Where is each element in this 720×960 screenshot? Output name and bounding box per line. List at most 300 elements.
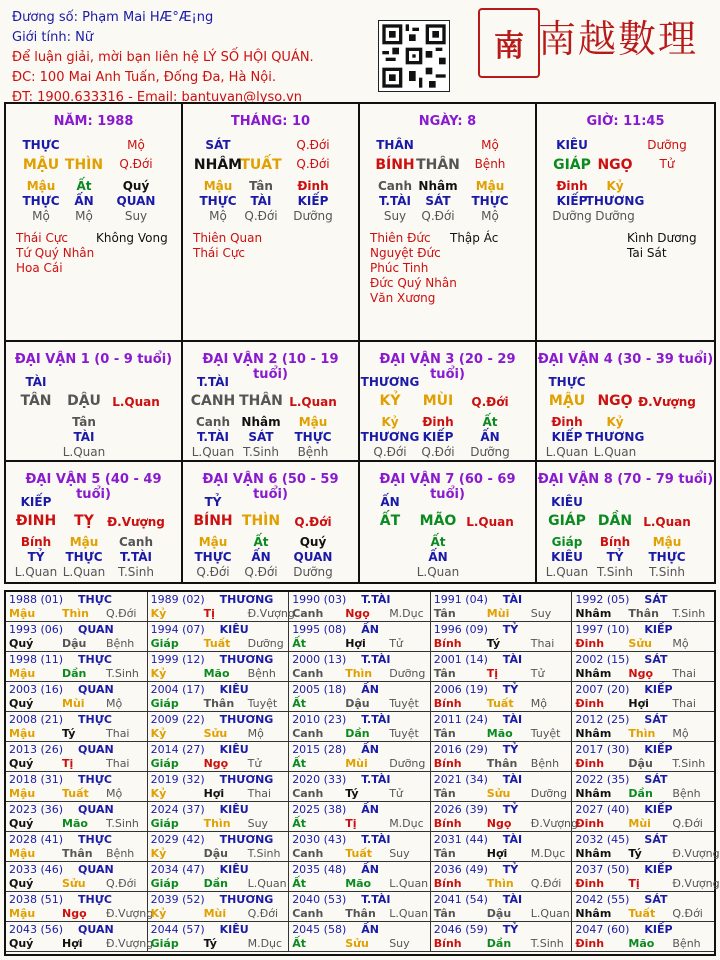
year-branch: Tuất: [486, 697, 514, 710]
year-stem: Quý: [9, 877, 34, 890]
pillar-star: Văn Xương: [370, 291, 436, 305]
year-branch: Mão: [62, 817, 88, 830]
decade-hidden-stem: Đinh: [422, 415, 454, 429]
year-stage: Thai: [106, 727, 130, 740]
pillar-hidden-stage: Mộ: [32, 209, 50, 223]
pillar-star: Đức Quý Nhân: [370, 276, 457, 290]
year-cell[interactable]: [431, 742, 573, 772]
year-stem: Bính: [433, 937, 462, 950]
decade-hidden-stage: T.Sinh: [118, 565, 154, 579]
year-cell[interactable]: [431, 892, 573, 922]
pillar-stage: Dưỡng: [647, 138, 687, 152]
year-god: KIẾP: [644, 743, 673, 756]
name-value: Phạm Mai HÆ°Æ¡ng: [82, 10, 214, 25]
pillar-title: NGÀY: 8: [418, 114, 477, 129]
pillar-hidden-stage: Q.Đới: [421, 209, 455, 223]
year-label: 2020 (33): [292, 773, 347, 786]
year-stage: Bệnh: [672, 787, 701, 800]
contact-line: Để luận giải, mời bạn liên hệ LÝ SỐ HỘI QUÁN.: [12, 50, 314, 65]
year-stem: Mậu: [9, 787, 36, 800]
year-stage: Dưỡng: [389, 757, 426, 770]
year-stage: T.Sinh: [672, 757, 706, 770]
year-cell[interactable]: [289, 802, 431, 832]
decade-hidden-stage: L.Quan: [14, 565, 58, 579]
decade-hidden-god: TÀI: [73, 430, 95, 444]
pillar-star: Thiên Quan: [193, 231, 263, 245]
year-cell[interactable]: [6, 862, 148, 892]
year-stage: Bệnh: [672, 937, 701, 950]
decade-stem: ẤT: [379, 513, 401, 529]
year-stage: T.Sinh: [247, 847, 281, 860]
phone-email-line: ĐT: 1900.633316 - Email: bantuvan@lyso.vn: [12, 90, 303, 105]
year-cell[interactable]: [6, 832, 148, 862]
year-stage: Mộ: [672, 637, 689, 650]
year-stage: Tuyệt: [389, 727, 419, 740]
year-god: KIÊU: [219, 623, 249, 636]
year-label: 2002 (15): [575, 653, 630, 666]
decade-hidden-stem: Bính: [599, 535, 631, 549]
year-cell[interactable]: [148, 922, 290, 952]
year-branch: Thân: [628, 607, 659, 620]
year-stem: Giáp: [150, 697, 179, 710]
decade-branch: MÃO: [419, 513, 457, 529]
years-grid: [4, 590, 720, 956]
year-label: 1994 (07): [150, 623, 205, 636]
year-label: 2009 (22): [150, 713, 205, 726]
year-cell[interactable]: [289, 922, 431, 952]
year-branch: Mão: [486, 727, 513, 740]
decade-stem-god: TÀI: [25, 375, 47, 389]
year-stem: Tân: [433, 607, 456, 620]
year-stage: Q.Đới: [247, 907, 279, 920]
decade-cell: [537, 462, 714, 582]
decade-title: ĐẠI VẬN 7 (60 - 69 tuổi): [379, 472, 516, 502]
year-stage: Tử: [247, 757, 262, 770]
decade-hidden-stage: L.Quan: [191, 445, 235, 459]
year-cell[interactable]: [572, 652, 714, 682]
pillar-hidden-stage: Dưỡng: [595, 209, 635, 223]
year-cell[interactable]: [6, 682, 148, 712]
decade-title: ĐẠI VẬN 3 (20 - 29 tuổi): [379, 352, 516, 382]
year-cell[interactable]: [572, 682, 714, 712]
year-god: TÀI: [502, 893, 523, 906]
decade-hidden-stage: L.Quan: [545, 445, 589, 459]
gender-value: Nữ: [75, 30, 94, 45]
year-stage: Bệnh: [106, 847, 135, 860]
pillars-grid: [4, 102, 716, 584]
pillar-star-bad: Không Vong: [96, 231, 168, 245]
year-stem: Tân: [433, 727, 456, 740]
year-stem: Ất: [292, 877, 306, 890]
decade-stem-god: T.TÀI: [197, 375, 229, 389]
year-stem: Đinh: [575, 817, 605, 830]
year-cell[interactable]: [6, 712, 148, 742]
decade-hidden-god: THƯƠNG: [585, 430, 645, 444]
year-god: KIẾP: [644, 623, 673, 636]
year-branch: Tị: [203, 607, 215, 620]
year-label: 2003 (16): [9, 683, 64, 696]
pillar-stem: GIÁP: [553, 157, 591, 173]
pillar-star: Thái Cực: [16, 231, 69, 245]
year-cell[interactable]: [148, 682, 290, 712]
decade-stage: L.Quan: [466, 515, 514, 529]
decade-hidden-stage: T.Sinh: [597, 565, 633, 579]
year-branch: Thân: [345, 907, 376, 920]
year-cell[interactable]: [431, 622, 573, 652]
year-stage: Mộ: [672, 727, 689, 740]
year-stem: Kỷ: [150, 667, 167, 680]
year-stem: Đinh: [575, 697, 605, 710]
decade-hidden-stage: Bệnh: [297, 445, 329, 459]
year-branch: Sửu: [203, 727, 228, 740]
year-branch: Hợi: [62, 937, 83, 950]
year-branch: Thìn: [62, 607, 89, 620]
year-branch: Hợi: [486, 847, 508, 860]
year-branch: Tuất: [62, 787, 89, 800]
year-stage: T.Sinh: [106, 667, 139, 680]
year-cell[interactable]: [148, 592, 295, 622]
decade-stem-god: KIÊU: [551, 495, 583, 509]
year-cell[interactable]: [572, 802, 714, 832]
year-label: 2008 (21): [9, 713, 64, 726]
year-cell[interactable]: [289, 622, 431, 652]
pillar-stem-god: THỰC: [22, 138, 60, 152]
year-cell[interactable]: [6, 742, 148, 772]
year-cell[interactable]: [289, 712, 431, 742]
year-cell[interactable]: [148, 712, 290, 742]
year-branch: Ngọ: [62, 907, 87, 920]
year-stage: Bệnh: [247, 667, 276, 680]
year-god: SÁT: [644, 653, 668, 666]
year-stem: Ất: [292, 817, 306, 830]
year-branch: Tị: [486, 667, 499, 680]
year-cell[interactable]: [431, 802, 578, 832]
decade-hidden-stem: Quý: [299, 535, 327, 549]
pillar-hidden-stem: Đinh: [297, 179, 329, 193]
year-cell[interactable]: [431, 832, 573, 862]
year-branch: Tý: [486, 637, 501, 650]
year-cell[interactable]: [148, 832, 290, 862]
year-branch: Hợi: [203, 787, 225, 800]
year-label: 2023 (36): [9, 803, 64, 816]
pillar-hidden-stem: Mậu: [203, 179, 233, 193]
year-cell[interactable]: [148, 622, 290, 652]
year-stage: Dưỡng: [530, 787, 567, 800]
pillar-star-bad: Thập Ác: [450, 231, 499, 245]
year-cell[interactable]: [148, 742, 290, 772]
year-cell[interactable]: [431, 772, 573, 802]
year-label: 2034 (47): [150, 863, 205, 876]
year-stage: Đ.Vượng: [106, 937, 154, 950]
year-label: 2040 (53): [292, 893, 347, 906]
year-cell[interactable]: [6, 922, 154, 952]
year-stem: Giáp: [150, 937, 179, 950]
decade-hidden-stage: L.Quan: [545, 565, 589, 579]
year-cell[interactable]: [289, 652, 431, 682]
year-label: 2041 (54): [433, 893, 488, 906]
pillar-star: Nguyệt Đức: [370, 246, 441, 260]
decade-title: ĐẠI VẬN 6 (50 - 59 tuổi): [202, 472, 339, 502]
pillar-hidden-stem: Tân: [249, 179, 273, 193]
year-cell[interactable]: [148, 652, 290, 682]
year-label: 2004 (17): [150, 683, 205, 696]
year-stem: Ất: [292, 757, 306, 770]
decade-hidden-stem: Tân: [72, 415, 96, 429]
year-branch: Sửu: [62, 877, 86, 890]
decade-hidden-god: QUAN: [293, 550, 333, 564]
year-cell[interactable]: [572, 862, 720, 892]
decade-hidden-stem: Ất: [253, 535, 269, 549]
pillar-star: Thái Cực: [193, 246, 246, 260]
year-cell[interactable]: [6, 892, 154, 922]
year-god: ẤN: [361, 803, 379, 816]
year-god: QUAN: [78, 683, 114, 696]
pillar-hidden-god: TÀI: [250, 194, 272, 208]
pillar-star: Thiên Đức: [370, 231, 431, 245]
year-cell[interactable]: [148, 802, 290, 832]
year-stage: Đ.Vượng: [247, 607, 295, 620]
year-god: ẤN: [361, 623, 379, 636]
year-stage: Thai: [106, 757, 130, 770]
decade-hidden-god: THỰC: [194, 550, 232, 564]
qr-code-icon[interactable]: [378, 20, 450, 92]
year-stage: Thai: [530, 637, 555, 650]
pillar-hidden-stage: Suy: [124, 209, 148, 223]
year-stem: Kỷ: [150, 907, 167, 920]
year-label: 2011 (24): [433, 713, 488, 726]
year-label: 1991 (04): [433, 593, 488, 606]
year-branch: Mùi: [486, 607, 510, 620]
year-god: KIÊU: [219, 803, 249, 816]
year-stem: Nhâm: [575, 847, 612, 860]
pillar-star: Tứ Quý Nhân: [16, 246, 95, 260]
year-cell[interactable]: [289, 592, 431, 622]
year-stem: Nhâm: [575, 727, 612, 740]
pillar-hidden-god: THỰC: [199, 194, 237, 208]
decade-hidden-god: THƯƠNG: [360, 430, 420, 444]
year-stage: Tử: [389, 637, 403, 650]
year-cell[interactable]: [6, 772, 148, 802]
decade-stem-god: TỶ: [204, 495, 222, 509]
decade-hidden-god: TỶ: [27, 550, 45, 564]
year-label: 2032 (45): [575, 833, 630, 846]
year-label: 2026 (39): [433, 803, 488, 816]
year-stem: Tân: [433, 907, 456, 920]
year-cell[interactable]: [431, 652, 573, 682]
year-cell[interactable]: [289, 682, 431, 712]
year-cell[interactable]: [289, 742, 431, 772]
year-stem: Canh: [292, 847, 324, 860]
year-god: TÀI: [502, 593, 523, 606]
year-stage: Tử: [530, 667, 545, 680]
year-god: KIÊU: [219, 923, 249, 936]
year-cell[interactable]: [6, 652, 148, 682]
year-stage: L.Quan: [389, 907, 429, 920]
year-label: 2007 (20): [575, 683, 630, 696]
year-stage: T.Sinh: [530, 937, 564, 950]
year-stage: Thai: [672, 697, 696, 710]
year-branch: Tý: [345, 787, 359, 800]
year-label: 2000 (13): [292, 653, 347, 666]
year-stem: Quý: [9, 637, 34, 650]
year-label: 2037 (50): [575, 863, 630, 876]
year-cell[interactable]: [572, 712, 714, 742]
decade-branch: DẬU: [67, 393, 101, 409]
year-cell[interactable]: [6, 622, 148, 652]
decade-cell: [360, 462, 537, 582]
decade-title: ĐẠI VẬN 1 (0 - 9 tuổi): [14, 352, 173, 367]
year-god: THỰC: [78, 893, 112, 906]
pillar-branch: THÌN: [64, 157, 104, 173]
decade-hidden-god: ẤN: [428, 550, 448, 564]
year-cell[interactable]: [431, 592, 573, 622]
year-cell[interactable]: [148, 772, 290, 802]
year-stage: Suy: [389, 937, 410, 950]
gender-label: Giới tính:: [12, 30, 71, 45]
year-god: TỶ: [502, 683, 519, 696]
year-god: TỶ: [502, 863, 519, 876]
year-god: TỶ: [502, 923, 519, 936]
year-god: KIẾP: [644, 923, 673, 936]
year-branch: Ngọ: [203, 757, 229, 770]
year-cell[interactable]: [572, 742, 714, 772]
year-branch: Dần: [62, 667, 87, 680]
year-cell[interactable]: [572, 592, 714, 622]
year-god: TÀI: [502, 773, 523, 786]
decade-stage: Q.Đới: [471, 395, 509, 409]
year-cell[interactable]: [431, 682, 573, 712]
year-cell[interactable]: [431, 712, 573, 742]
decade-hidden-stem: Canh: [196, 415, 230, 429]
decade-title: ĐẠI VẬN 8 (70 - 79 tuổi): [537, 472, 714, 487]
pillar-stem: BÍNH: [375, 157, 415, 173]
decade-hidden-god: TỶ: [606, 550, 624, 564]
year-cell[interactable]: [572, 922, 714, 952]
decade-hidden-stem: Mậu: [69, 535, 99, 549]
decade-hidden-stem: Canh: [119, 535, 153, 549]
decade-stem: CANH: [190, 393, 236, 409]
year-cell[interactable]: [431, 862, 573, 892]
year-cell[interactable]: [289, 832, 431, 862]
year-god: T.TÀI: [361, 713, 391, 726]
year-stem: Canh: [292, 667, 324, 680]
pillar-hidden-god: THỰC: [471, 194, 509, 208]
year-god: T.TÀI: [361, 773, 391, 786]
year-cell[interactable]: [148, 892, 290, 922]
decade-cell: [6, 462, 183, 582]
decade-hidden-stage: Q.Đới: [196, 565, 230, 579]
year-god: QUAN: [78, 863, 114, 876]
pillar-branch: TUẤT: [240, 157, 282, 173]
year-label: 2035 (48): [292, 863, 347, 876]
decade-hidden-stage: T.Sinh: [243, 445, 279, 459]
year-god: TỶ: [502, 803, 519, 816]
pillar-hidden-stage: Mộ: [75, 209, 93, 223]
year-stem: Bính: [433, 817, 462, 830]
year-cell[interactable]: [572, 622, 714, 652]
decade-stage: Q.Đới: [294, 515, 332, 529]
year-label: 2013 (26): [9, 743, 64, 756]
year-god: TÀI: [502, 713, 523, 726]
year-branch: Sửu: [486, 787, 511, 800]
decade-stem: KỶ: [379, 393, 401, 409]
year-god: KIÊU: [219, 683, 249, 696]
decade-stem-god: KIẾP: [20, 495, 52, 509]
decade-hidden-god: KIÊU: [551, 550, 583, 564]
year-cell[interactable]: [431, 922, 573, 952]
year-god: ẤN: [361, 923, 379, 936]
year-branch: Mão: [203, 667, 230, 680]
year-cell[interactable]: [6, 802, 148, 832]
year-stem: Nhâm: [575, 607, 612, 620]
year-stem: Canh: [292, 607, 324, 620]
year-stage: Tuyệt: [247, 697, 278, 710]
year-branch: Hợi: [628, 697, 649, 710]
year-branch: Thân: [486, 757, 518, 770]
pillar-hidden-stem: Kỷ: [606, 179, 624, 193]
year-label: 2016 (29): [433, 743, 488, 756]
year-branch: Dần: [203, 877, 228, 890]
year-god: QUAN: [78, 803, 114, 816]
decade-branch: NGỌ: [597, 393, 633, 409]
year-label: 2047 (60): [575, 923, 630, 936]
decade-stage: L.Quan: [289, 395, 337, 409]
year-label: 1998 (11): [9, 653, 64, 666]
pillar-cell: [360, 104, 537, 342]
year-cell[interactable]: [148, 862, 290, 892]
decade-hidden-god: ẤN: [251, 550, 271, 564]
year-god: ẤN: [361, 683, 379, 696]
year-cell[interactable]: [289, 862, 431, 892]
decade-hidden-stem: Nhâm: [241, 415, 281, 429]
pillar-hidden-god: THƯƠNG: [585, 194, 645, 208]
year-god: THỰC: [78, 713, 112, 726]
year-branch: Dậu: [345, 697, 370, 710]
year-branch: Mão: [345, 877, 372, 890]
pillar-star: Hoa Cái: [16, 261, 63, 275]
year-stem: Đinh: [575, 937, 605, 950]
year-label: 2010 (23): [292, 713, 347, 726]
year-stem: Quý: [9, 697, 34, 710]
year-label: 2043 (56): [9, 923, 64, 936]
year-label: 2015 (28): [292, 743, 347, 756]
year-god: TÀI: [502, 833, 523, 846]
pillar-hidden-stem: Canh: [378, 179, 412, 193]
year-branch: Dậu: [203, 847, 228, 860]
decade-stage: Đ.Vượng: [107, 515, 165, 529]
year-cell[interactable]: [289, 892, 431, 922]
year-stem: Giáp: [150, 637, 179, 650]
year-stage: Dưỡng: [389, 667, 426, 680]
year-cell[interactable]: [572, 892, 714, 922]
year-label: 2033 (46): [9, 863, 64, 876]
year-cell[interactable]: [572, 832, 720, 862]
pillar-hidden-stage: Suy: [383, 209, 407, 223]
year-god: THƯƠNG: [219, 713, 274, 726]
year-stem: Kỷ: [150, 787, 167, 800]
year-cell[interactable]: [572, 772, 714, 802]
year-stem: Tân: [433, 847, 456, 860]
decade-cell: [6, 342, 183, 462]
year-god: THƯƠNG: [219, 833, 274, 846]
year-branch: Tị: [62, 757, 74, 770]
year-cell[interactable]: [6, 592, 148, 622]
pillar-star-bad: Kình Dương: [627, 231, 697, 245]
year-label: 1992 (05): [575, 593, 630, 606]
year-cell[interactable]: [289, 772, 431, 802]
year-stage: Tử: [389, 787, 403, 800]
year-label: 1999 (12): [150, 653, 205, 666]
